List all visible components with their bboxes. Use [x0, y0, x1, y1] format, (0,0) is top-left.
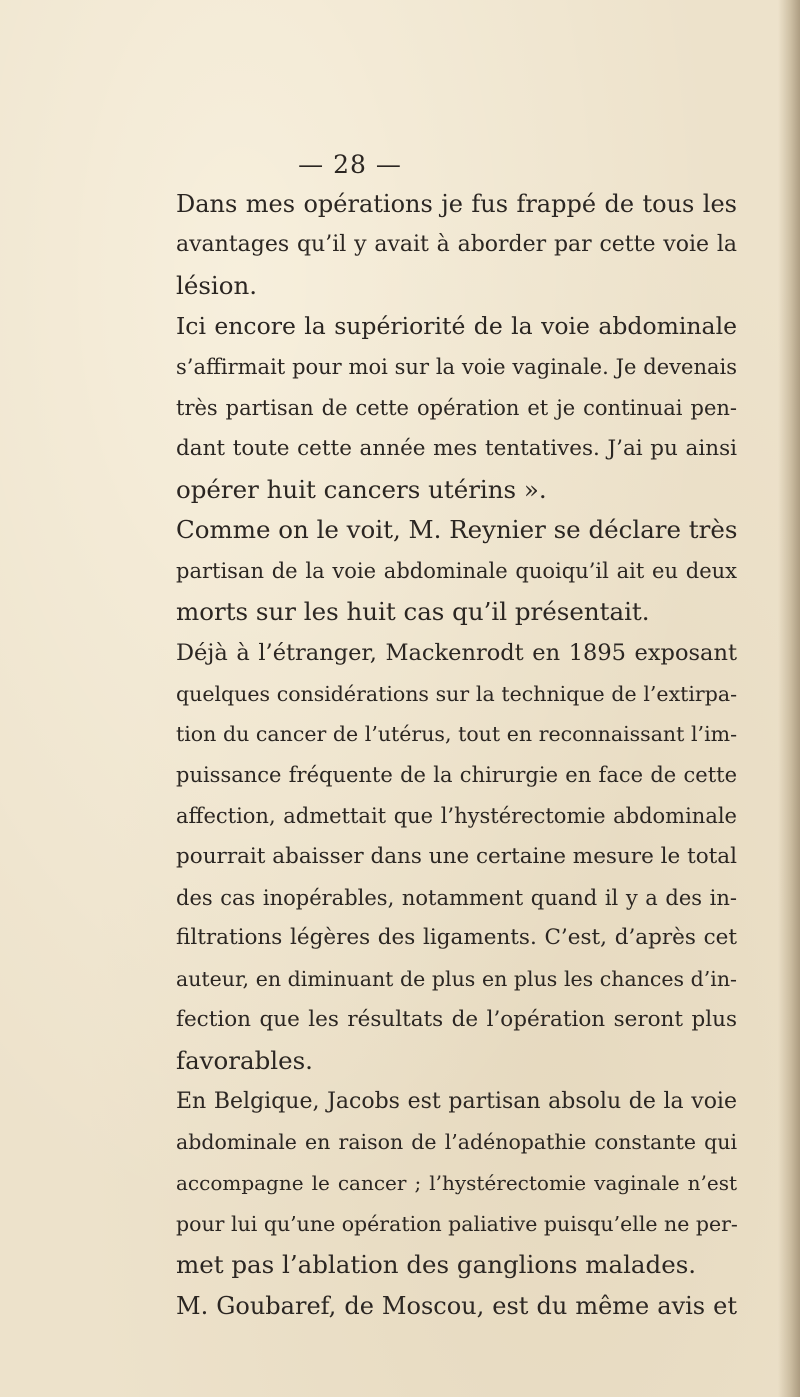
text-line: s’affirmait pour moi sur la voie vaginale. Je devenais: [176, 355, 737, 380]
text-line: favorables.: [176, 1045, 313, 1075]
text-line: dant toute cette année mes tentatives. J’ai pu ainsi: [176, 435, 737, 461]
text-line: morts sur les huit cas qu’il présentait.: [176, 596, 650, 626]
text-line: affection, admettait que l’hystérectomie abdominale: [176, 803, 737, 828]
text-line: puissance fréquente de la chirurgie en face de cette: [176, 763, 737, 788]
text-line: accompagne le cancer ; l’hystérectomie vaginale n’est: [176, 1171, 737, 1196]
paragraph: [137, 1082, 737, 1286]
text-line: pourrait abaisser dans une certaine mesure le total: [176, 843, 737, 869]
paragraph: [137, 184, 737, 306]
page-edge-shadow: [778, 0, 800, 1397]
text-line: partisan de la voie abdominale quoiqu’il ait eu deux: [176, 559, 737, 584]
text-line: met pas l’ablation des ganglions malades.: [176, 1249, 697, 1279]
text-line: Déjà à l’étranger, Mackenrodt en 1895 exposant: [176, 639, 737, 666]
text-line: Comme on le voit, M. Reynier se déclare très: [176, 515, 738, 545]
text-line: Dans mes opérations je fus frappé de tous les: [176, 190, 737, 218]
text-line: abdominale en raison de l’adénopathie constante qui: [176, 1130, 737, 1155]
paragraph: [137, 510, 737, 632]
text-line: très partisan de cette opération et je continuai pen-: [176, 395, 737, 420]
text-line: des cas inopérables, notamment quand il y a des in-: [176, 885, 737, 910]
text-line: fection que les résultats de l’opération seront plus: [176, 1006, 737, 1032]
paragraph: [137, 633, 737, 1082]
text-line: opérer huit cancers utérins ».: [176, 474, 547, 504]
text-line: tion du cancer de l’utérus, tout en reconnaissant l’im-: [176, 722, 737, 747]
text-line: lésion.: [176, 270, 258, 300]
text-line: quelques considérations sur la technique de l’extirpa-: [176, 681, 737, 706]
paragraph: [137, 306, 737, 510]
text-line: M. Goubaref, de Moscou, est du même avis et: [176, 1291, 737, 1320]
text-line: avantages qu’il y avait à aborder par cette voie la: [176, 231, 737, 257]
text-line: En Belgique, Jacobs est partisan absolu de la voie: [176, 1088, 737, 1114]
page-number: — 28 —: [298, 150, 402, 179]
text-line: pour lui qu’une opération paliative puisqu’elle ne per-: [176, 1211, 738, 1236]
paragraph: [137, 1286, 737, 1327]
text-line: Ici encore la supériorité de la voie abdominale: [176, 312, 737, 341]
text-line: filtrations légères des ligaments. C’est, d’après cet: [176, 925, 737, 951]
body-text: [137, 184, 737, 1326]
text-line: auteur, en diminuant de plus en plus les chances d’in-: [176, 967, 737, 992]
